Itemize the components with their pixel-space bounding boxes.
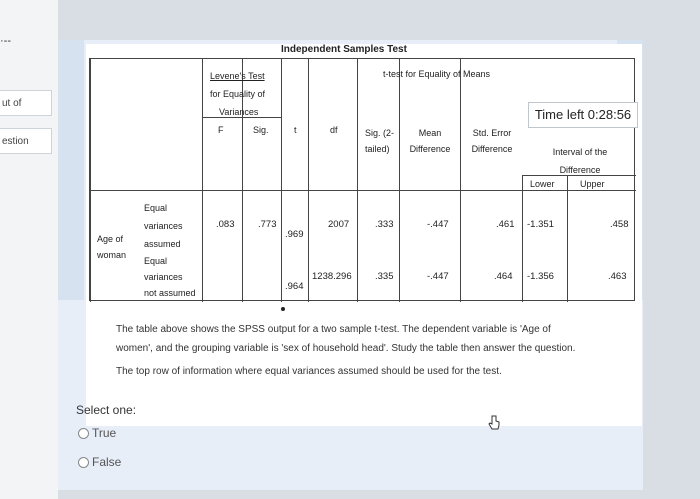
col-df: df [330,125,338,135]
question-text-line-1: The table above shows the SPSS output for a two sample t-test. The dependent variable is 'Age of [116,324,551,335]
spss-table [89,58,635,301]
row1-lower: -1.351 [527,219,554,230]
radio-false[interactable] [78,457,89,468]
question-text-line-3: The top row of information where equal variances assumed should be used for the test. [116,366,502,377]
row2-mean-diff: -.447 [427,271,449,282]
hand-cursor-icon [487,415,501,431]
row1-F: .083 [216,219,235,230]
radio-true[interactable] [78,428,89,439]
panel-band-left [58,40,84,300]
row2-t: .964 [285,281,304,292]
sidebar-flag-question[interactable]: estion [0,128,52,154]
col-F: F [218,125,224,135]
row1-df: 2007 [328,219,350,230]
row1-t: .969 [285,229,304,240]
question-panel [58,40,643,490]
col-std-error-difference: Std. Error Difference [471,128,513,154]
row-variable-label: Age of woman [97,234,127,260]
table-title: Independent Samples Test [281,44,407,55]
left-sidebar [0,0,58,499]
select-one-label: Select one: [76,403,137,417]
row-label-equal-not-assumed: Equal variances not assumed [144,256,196,298]
col-upper: Upper [580,179,605,189]
decorative-dot [281,307,285,311]
row1-sig2: .333 [375,219,394,230]
row1-std-err: .461 [496,219,515,230]
row2-std-err: .464 [494,271,513,282]
answer-option-false[interactable] [78,455,121,469]
ttest-header: t-test for Equality of Means [383,69,491,79]
answer-option-true[interactable] [78,426,116,440]
sidebar-mark: ·-- [0,35,11,47]
answer-label-true: True [92,426,117,440]
row2-sig2: .335 [375,271,394,282]
row-label-equal-assumed: Equal variances assumed [144,203,183,249]
row1-sig: .773 [258,219,277,230]
row1-upper: .458 [610,219,629,230]
row2-df: 1238.296 [312,271,352,282]
col-confidence-interval: Interval of the Difference [552,147,608,175]
col-sig: Sig. [253,125,269,135]
row2-upper: .463 [608,271,627,282]
question-text-line-2: women', and the grouping variable is 'sex of household head'. Study the table then answer the question. [116,343,576,354]
col-t: t [294,125,297,135]
row1-mean-diff: -.447 [427,219,449,230]
levene-header: Levene's Test for Equality of Variances [210,71,266,117]
time-left-badge: Time left 0:28:56 [528,102,638,128]
row2-lower: -1.356 [527,271,554,282]
col-mean-difference: Mean Difference [409,128,451,154]
col-sig-2-tailed: Sig. (2- tailed) [365,128,395,154]
answer-label-false: False [92,455,122,469]
sidebar-question-info[interactable]: ut of [0,90,52,116]
col-lower: Lower [530,179,555,189]
